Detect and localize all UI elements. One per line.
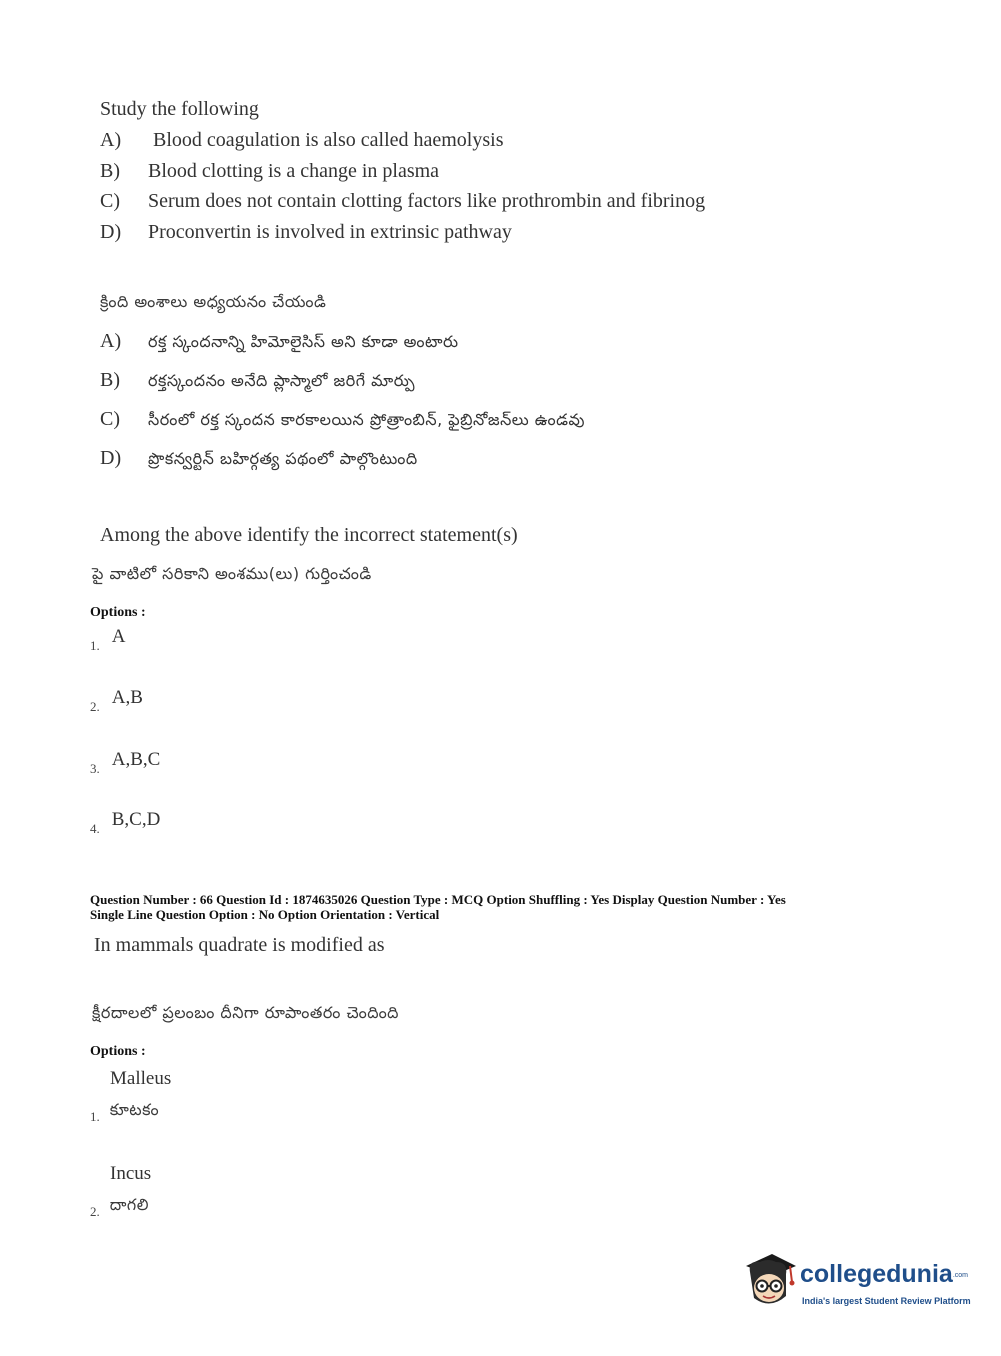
statement-text: రక్తస్కందనం అనేది ప్లాస్మాలో జరిగే మార్పు [148,371,416,390]
statement-text: Blood clotting is a change in plasma [148,160,440,182]
statement-text: రక్త స్కందనాన్ని హిమోలైసిస్ అని కూడా అంటారు [148,332,459,351]
statement-letter: A) [100,129,122,151]
option-number: 1. [90,638,100,653]
q65-statement-b [100,160,439,183]
option-number: 1. [90,1109,100,1124]
q65-statement-a [100,129,504,152]
logo-tagline: India's largest Student Review Platform [802,1296,971,1306]
logo-brand [800,1260,968,1289]
option-number: 2. [90,1204,100,1219]
option-text-english: Malleus [110,1068,172,1089]
q65-statement-te-a [100,330,459,355]
option-number: 2. [90,699,100,714]
option-text: A [111,626,126,647]
option-text-telugu: దాగలి [109,1195,149,1214]
option-text: A,B,C [111,749,161,770]
statement-text: ప్రొకన్వర్టిన్ బహిర్గత్య పథంలో పాల్గొంటుంది [148,449,418,468]
q66-option-2[interactable] [90,1163,151,1218]
statement-letter: C) [100,190,120,212]
collegedunia-logo[interactable] [742,1252,972,1312]
option-number: 4. [90,821,100,836]
q65-statement-c [100,190,705,213]
statement-letter: B) [100,369,120,391]
q65-intro: Study the following [100,98,259,120]
q65-option-2[interactable] [90,687,143,714]
q65-options-label: Options : [90,605,146,620]
statement-letter: C) [100,408,120,430]
q66-meta-line-1: Question Number : 66 Question Id : 1874635026 Question Type : MCQ Option Shuffling : Yes Display Question Number : Yes [90,892,786,907]
option-text-english: Incus [110,1163,152,1184]
q66-meta-line-2: Single Line Question Option : No Option Orientation : Vertical [90,907,440,922]
statement-text: Serum does not contain clotting factors like prothrombin and fibrinog [148,190,706,212]
logo-brand-suffix: .com [952,1271,968,1279]
q65-statement-te-c [100,408,585,433]
q65-option-4[interactable] [90,809,161,836]
mascot-icon [742,1252,798,1310]
statement-text: Blood coagulation is also called haemolysis [153,129,504,151]
q66-question: In mammals quadrate is modified as [94,934,385,956]
q65-option-1[interactable] [90,626,126,653]
q65-intro-telugu: క్రింది అంశాలు అధ్యయనం చేయండి [100,292,327,311]
q66-question-telugu: క్షీరదాలలో ప్రలంబం దీనిగా రూపాంతరం చెందింది [92,1003,399,1022]
q66-options-label: Options : [90,1044,146,1059]
statement-text: సీరంలో రక్త స్కందన కారకాలయిన ప్రోత్రాంబిన్, ఫైబ్రినోజన్‌లు ఉండవు [148,410,585,429]
q65-question: Among the above identify the incorrect statement(s) [100,524,518,546]
q65-statement-d [100,221,512,244]
statement-letter: D) [100,221,122,243]
logo-brand-name: collegedunia [800,1260,953,1288]
option-text: A,B [111,687,143,708]
statement-letter: A) [100,330,122,352]
q65-statement-te-b [100,369,415,394]
option-number: 3. [90,761,100,776]
q65-question-telugu: పై వాటిలో సరికాని అంశము(లు) గుర్తించండి [92,564,372,583]
q65-statement-te-d [100,447,418,472]
q66-option-1[interactable] [90,1068,171,1123]
statement-letter: D) [100,447,122,469]
statement-letter: B) [100,160,120,182]
option-text: B,C,D [111,809,161,830]
option-text-telugu: కూటకం [109,1100,160,1119]
statement-text: Proconvertin is involved in extrinsic pathway [148,221,512,243]
q65-option-3[interactable] [90,749,161,776]
